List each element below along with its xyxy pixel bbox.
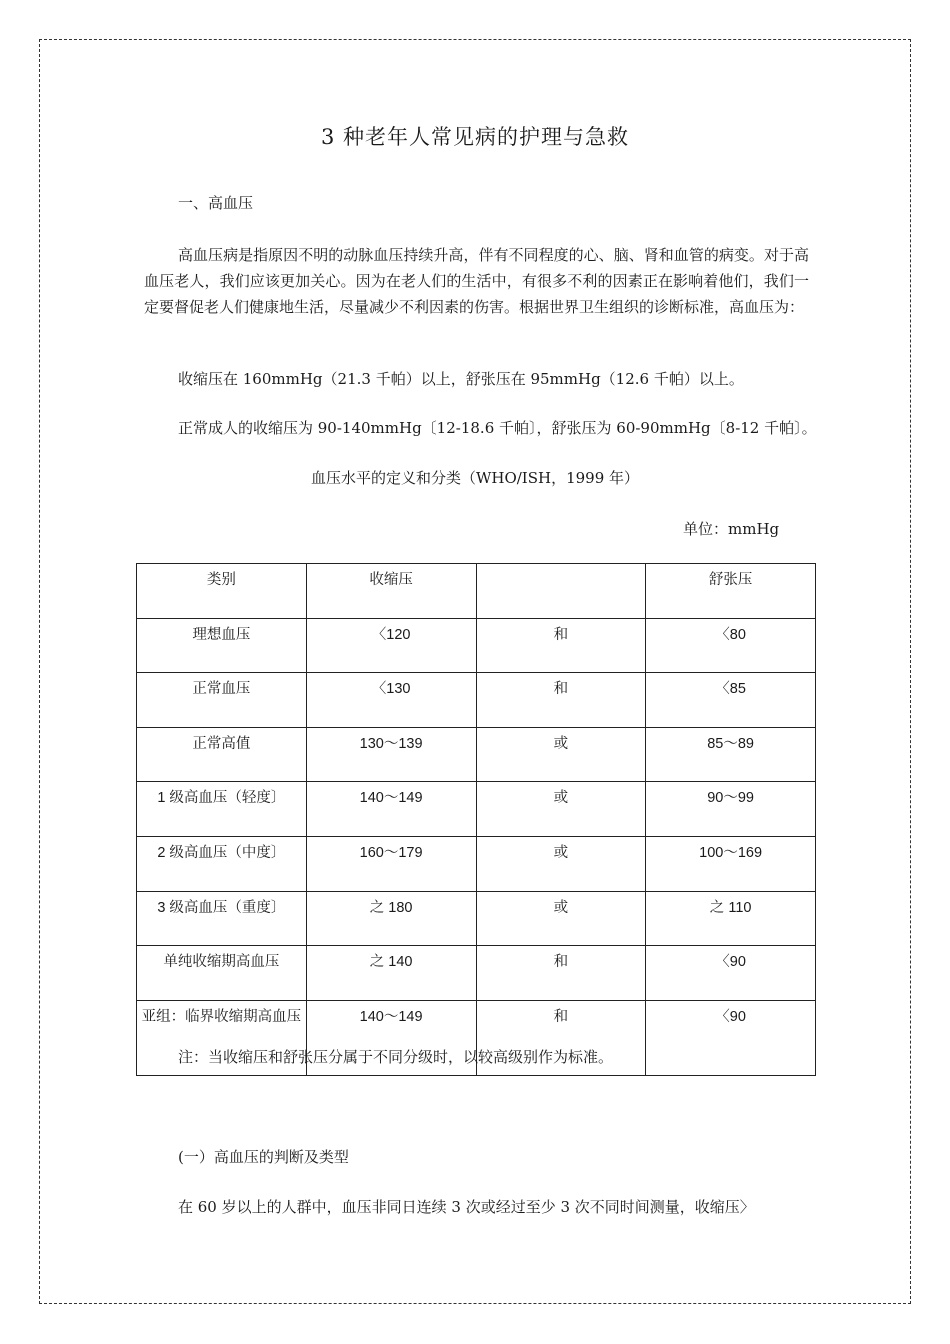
cell-systolic: 140～149	[306, 782, 476, 837]
table-row	[137, 673, 816, 728]
table-row	[137, 891, 816, 946]
header-category: 类别	[137, 564, 307, 619]
intro-paragraph: 高血压病是指原因不明的动脉血压持续升高，伴有不同程度的心、脑、肾和血管的病变。对于高血压老人，我们应该更加关心。因为在老人们的生活中，有很多不利的因素正在影响着他们，我们一定要督促老人们健康地生活，尽量减少不利因素的伤害。根据世界卫生组织的诊断标准，高血压为：	[144, 246, 809, 316]
cell-systolic: 〈130	[306, 673, 476, 728]
blood-pressure-table	[136, 563, 816, 1076]
cell-diastolic: 〈90	[646, 1000, 816, 1075]
cell-systolic: 之 180	[306, 891, 476, 946]
header-systolic: 收缩压	[306, 564, 476, 619]
cell-connector: 或	[476, 891, 646, 946]
header-connector	[476, 564, 646, 619]
cell-connector: 和	[476, 946, 646, 1001]
cell-systolic: 130～139	[306, 727, 476, 782]
cell-category: 理想血压	[137, 618, 307, 673]
cell-connector: 和	[476, 1000, 646, 1075]
cell-connector: 和	[476, 618, 646, 673]
cell-category: 1 级高血压（轻度〕	[137, 782, 307, 837]
table-row	[137, 727, 816, 782]
table-caption: 血压水平的定义和分类（WHO/ISH，1999 年）	[310, 469, 640, 487]
section-heading-hypertension: 一、高血压	[178, 194, 254, 212]
table-header-row	[137, 564, 816, 619]
table-row	[137, 836, 816, 891]
cell-category: 3 级高血压（重度〕	[137, 891, 307, 946]
header-diastolic: 舒张压	[646, 564, 816, 619]
table-row	[137, 946, 816, 1001]
cell-diastolic: 85～89	[646, 727, 816, 782]
cell-category: 正常高值	[137, 727, 307, 782]
cell-category: 2 级高血压（中度〕	[137, 836, 307, 891]
table-note: 注：当收缩压和舒张压分属于不同分级时，以较高级别作为标准。	[178, 1048, 614, 1066]
document-title: 3 种老年人常见病的护理与急救	[320, 125, 630, 149]
table-row	[137, 782, 816, 837]
cell-diastolic: 〈80	[646, 618, 816, 673]
cell-diastolic: 90～99	[646, 782, 816, 837]
cell-connector: 和	[476, 673, 646, 728]
body-text-line: 在 60 岁以上的人群中，血压非同日连续 3 次或经过至少 3 次不同时间测量，收缩压〉	[178, 1198, 755, 1216]
unit-label: 单位：mmHg	[683, 520, 780, 538]
normal-range-line: 正常成人的收缩压为 90-140mmHg〔12-18.6 千帕〕，舒张压为 60-90mmHg〔8-12 千帕〕。	[178, 419, 817, 437]
diagnostic-criteria-line: 收缩压在 160mmHg（21.3 千帕）以上，舒张压在 95mmHg（12.6 千帕）以上。	[178, 370, 744, 388]
cell-category: 亚组：临界收缩期高血压	[137, 1000, 307, 1075]
cell-connector: 或	[476, 782, 646, 837]
subsection-heading: (一）高血压的判断及类型	[178, 1148, 349, 1166]
cell-category: 单纯收缩期高血压	[137, 946, 307, 1001]
cell-diastolic: 100～169	[646, 836, 816, 891]
cell-category: 正常血压	[137, 673, 307, 728]
cell-connector: 或	[476, 727, 646, 782]
cell-diastolic: 之 110	[646, 891, 816, 946]
cell-connector: 或	[476, 836, 646, 891]
cell-diastolic: 〈90	[646, 946, 816, 1001]
cell-diastolic: 〈85	[646, 673, 816, 728]
cell-systolic: 〈120	[306, 618, 476, 673]
cell-systolic: 140～149	[306, 1000, 476, 1075]
cell-systolic: 之 140	[306, 946, 476, 1001]
cell-systolic: 160～179	[306, 836, 476, 891]
table-row	[137, 618, 816, 673]
